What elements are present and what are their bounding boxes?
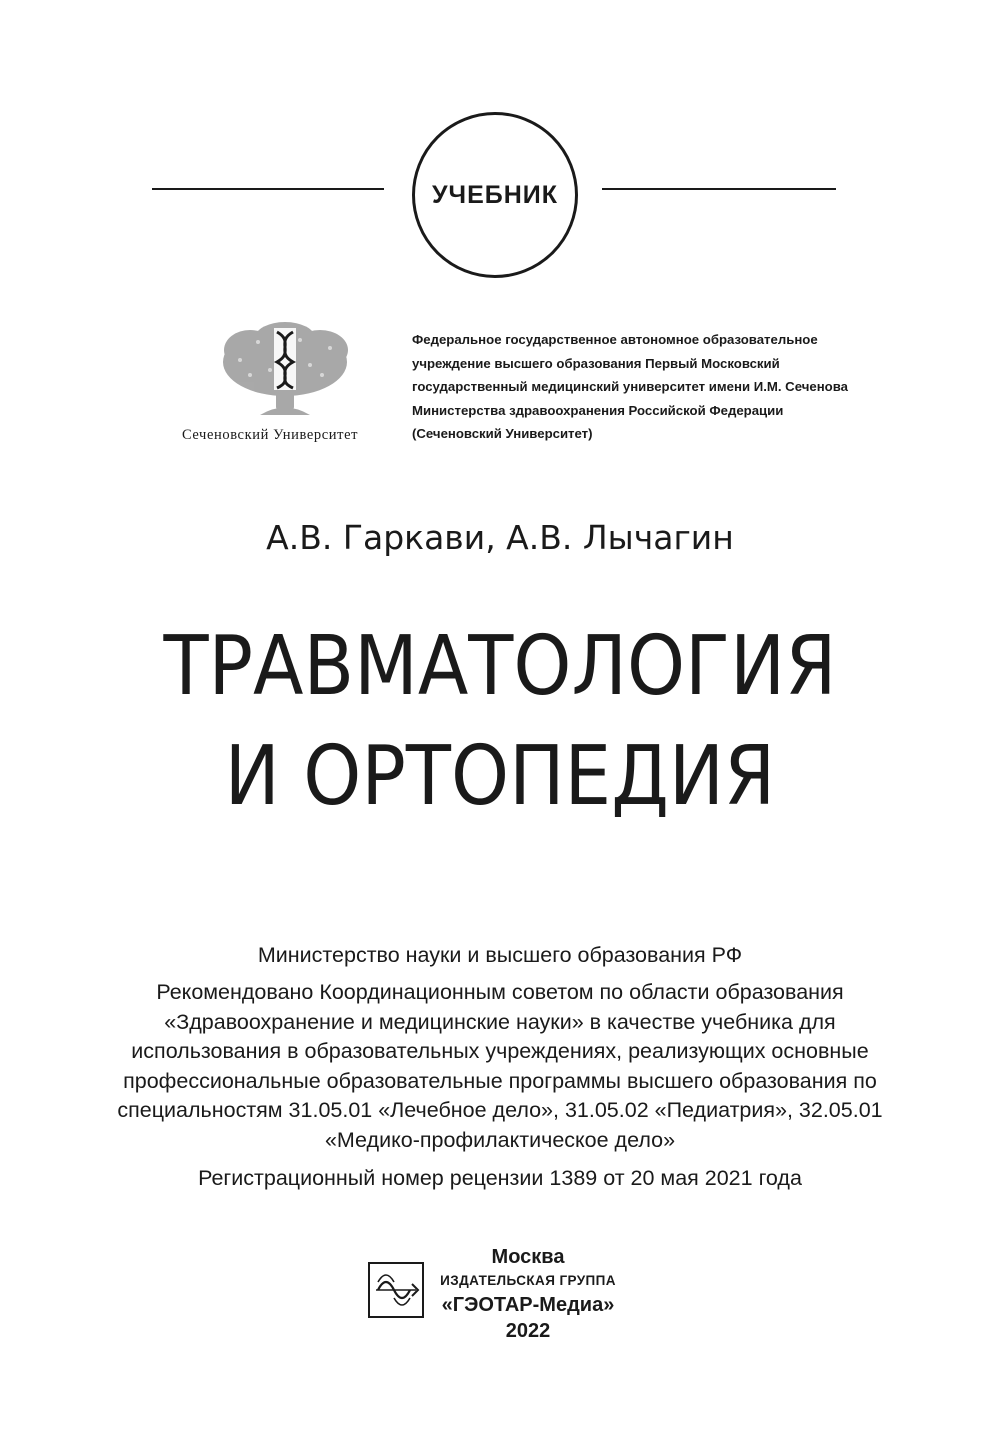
recommendation-line: Рекомендовано Координационным советом по области образования [156,980,844,1004]
publisher-block [428,1244,628,1344]
ministry-line: Министерство науки и высшего образования РФ [257,943,743,967]
university-logo-caption: Сеченовский Университет [181,427,359,443]
title-line-2: И ОРТОПЕДИЯ [224,729,776,824]
publication-year: 2022 [505,1320,551,1342]
recommendation-line: «Здравоохранение и медицинские науки» в качестве учебника для [164,1009,836,1034]
institution-line: учреждение высшего образования Первый Московский [412,355,780,371]
textbook-badge [412,112,578,278]
title-line-1: ТРАВМАТОЛОГИЯ [163,619,837,714]
recommendation-line: профессиональные образовательные программы высшего образования по [123,1068,877,1093]
recommendation-line: «Медико-профилактическое дело» [324,1127,676,1152]
institution-description [412,328,848,446]
badge-label: УЧЕБНИК [431,180,559,209]
institution-line: Федеральное государственное автономное образовательное [412,332,818,347]
recommendation-line: использования в образовательных учреждениях, реализующих основные [131,1039,869,1063]
recommendation-line: специальностям 31.05.01 «Лечебное дело», 31.05.02 «Педиатрия», 32.05.01 [117,1098,883,1122]
sechenov-tree-dna-icon [210,320,360,420]
registration-line: Регистрационный номер рецензии 1389 от 20 мая 2021 года [198,1166,802,1190]
header-rule-right [602,188,836,190]
book-authors: А.В. Гаркави, А.В. Лычагин [266,518,734,557]
institution-line: (Сеченовский Университет) [412,426,593,441]
institution-line: Министерства здравоохранения Российской Федерации [412,402,784,418]
approval-block [100,940,900,1193]
geotar-wave-icon [368,1262,424,1318]
header-rule-left [152,188,384,190]
book-title [0,612,1000,832]
publisher-city: Москва [491,1246,565,1268]
institution-line: государственный медицинский университет имени И.М. Сеченова [412,379,848,394]
publisher-name: «ГЭОТАР-Медиа» [441,1294,615,1316]
publisher-group: ИЗДАТЕЛЬСКАЯ ГРУППА [440,1273,616,1288]
